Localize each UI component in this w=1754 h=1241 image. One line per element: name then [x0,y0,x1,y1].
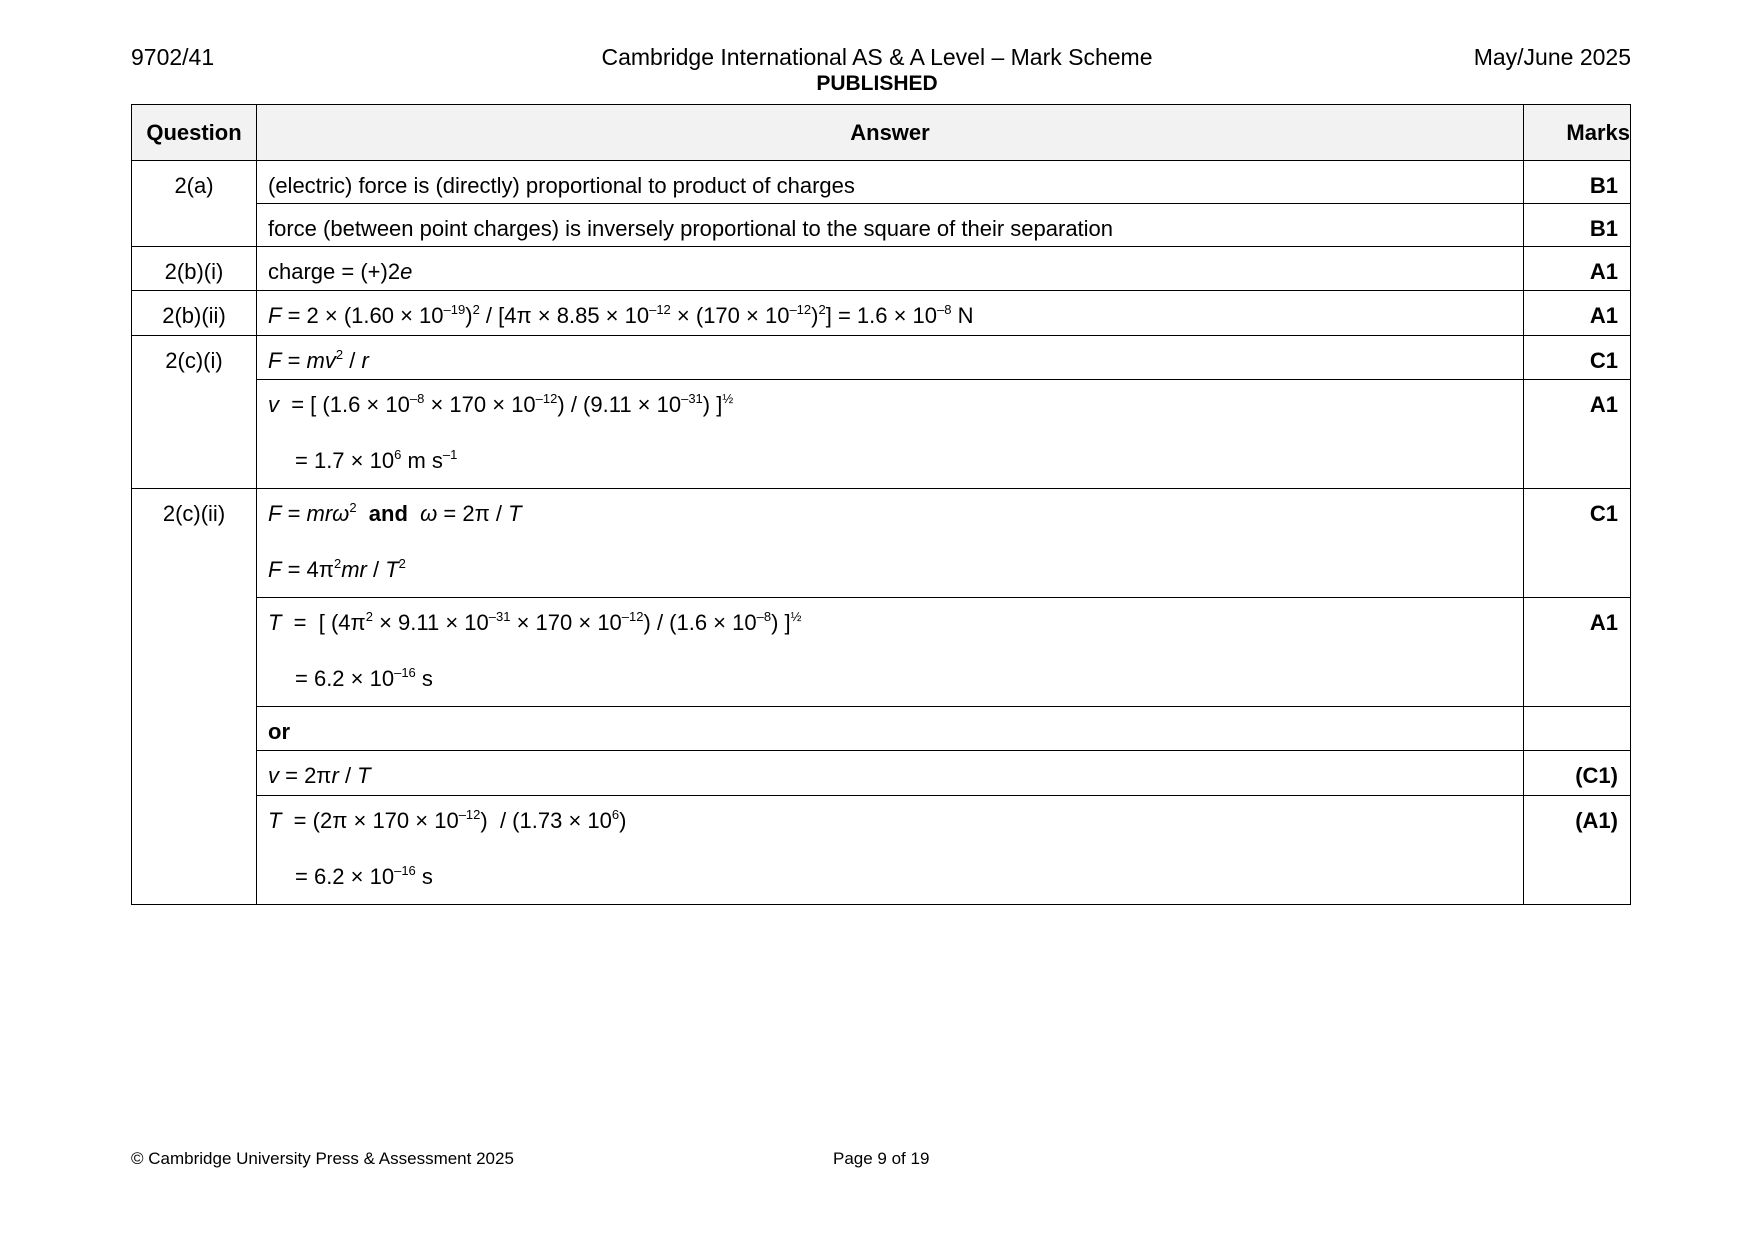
question-number: 2(c)(ii) [132,489,257,905]
table-row [132,751,1631,796]
table-row [132,707,1631,751]
answer-cell: T = [ $(4\pi^2 \times 9.11 \times 10^{-31} \times 170 \times 10^{-12}) / (1.6 \times 10^{-8})$ ]$^{\frac{1}{2}}$ = $6.2 \times 10^{-16}$ s [257,598,1524,707]
mark-cell: (C1) [1524,751,1631,796]
answer-cell: $F = mv^2 / r$ [257,336,1524,380]
page-number: Page 9 of 19 [833,1149,930,1168]
table-header-row [132,105,1631,161]
table-row [132,291,1631,336]
answer-cell: v = 2πr / T [257,751,1524,796]
table-row [132,489,1631,598]
table-row [132,796,1631,905]
table-row [132,204,1631,247]
table-row [132,247,1631,291]
column-header-marks: Marks [1524,105,1631,161]
mark-cell: B1 [1524,161,1631,204]
answer-cell: charge = (+)2e [257,247,1524,291]
answer-cell: $F = 2 \times (1.60 \times 10^{-19})^2 / [4\pi \times 8.85 \times 10^{-12} \times (170 \times 10^{-12})^2] = 1.6 \times 10^{-8}$ N [257,291,1524,336]
question-number: 2(c)(i) [132,336,257,489]
document-title: Cambridge International AS & A Level – Mark Scheme [601,44,1153,70]
paper-code: 9702/41 [131,44,215,70]
table-row [132,380,1631,489]
mark-scheme-table [131,104,1631,905]
mark-cell: A1 [1524,380,1631,489]
mark-cell: C1 [1524,336,1631,380]
table-row [132,336,1631,380]
answer-cell: or [257,707,1524,751]
mark-cell: B1 [1524,204,1631,247]
exam-session: May/June 2025 [1473,44,1631,70]
mark-cell: A1 [1524,291,1631,336]
column-header-answer: Answer [257,105,1524,161]
answer-cell: force (between point charges) is inversely proportional to the square of their separation [257,204,1524,247]
answer-cell: $T = (2\pi \times 170 \times 10^{-12}) / (1.73 \times 10^6)$ = $6.2 \times 10^{-16}$ s [257,796,1524,905]
mark-cell: C1 [1524,489,1631,598]
answer-cell: F = mrω$^2$ and ω = 2π / T $F = 4\pi^2mr / T^2$ [257,489,1524,598]
answer-cell: v = [ $(1.6 \times 10^{-8} \times 170 \times 10^{-12}) / (9.11 \times 10^{-31})$ ]$^{\frac{1}{2}}$ = $1.7 \times 10^6$ m $s^{-1}$ [257,380,1524,489]
question-number: 2(b)(ii) [132,291,257,336]
answer-cell: (electric) force is (directly) proportional to product of charges [257,161,1524,204]
mark-cell: (A1) [1524,796,1631,905]
mark-cell [1524,707,1631,751]
status-label: PUBLISHED [816,72,938,95]
table-row [132,161,1631,204]
copyright-notice: © Cambridge University Press & Assessment 2025 [131,1149,514,1168]
column-header-question: Question [132,105,257,161]
question-number: 2(b)(i) [132,247,257,291]
mark-cell: A1 [1524,598,1631,707]
mark-cell: A1 [1524,247,1631,291]
table-row [132,598,1631,707]
question-number: 2(a) [132,161,257,247]
